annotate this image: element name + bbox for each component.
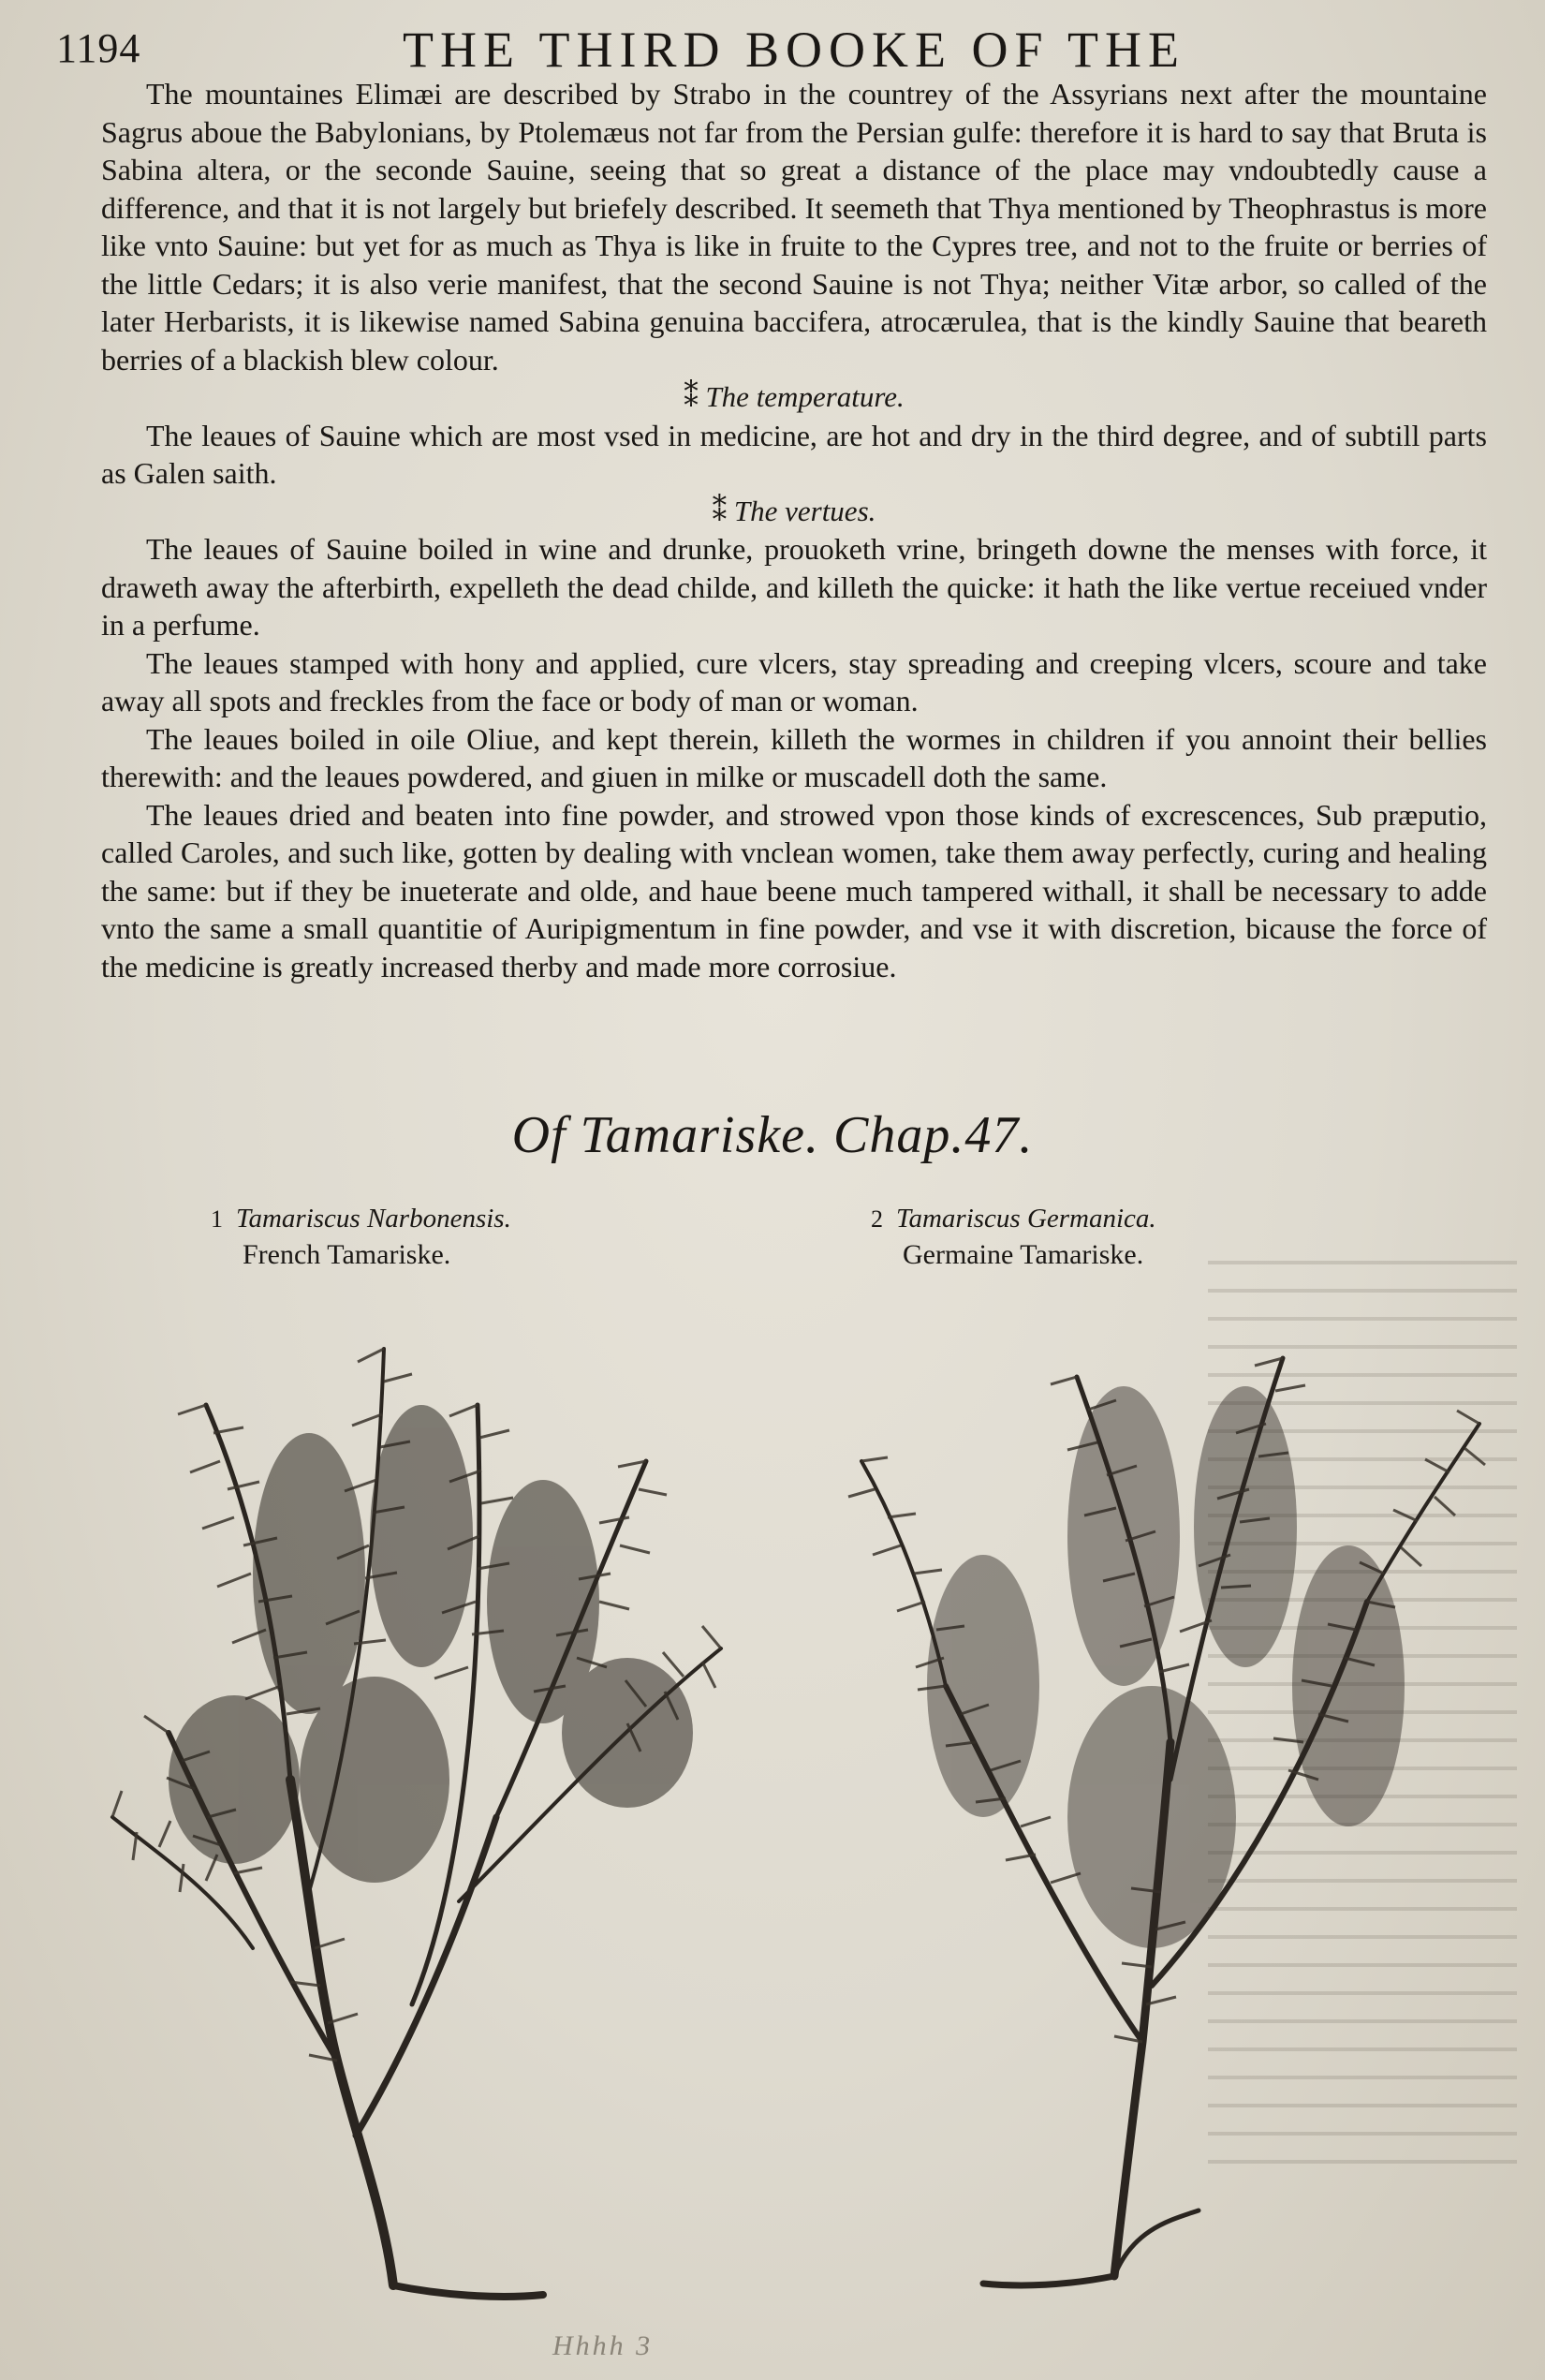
running-title: THE THIRD BOOKE OF THE bbox=[403, 22, 1185, 78]
vertue-paragraph: The leaues boiled in oile Oliue, and kept therein, killeth the wormes in children if you annoint their bellies therewith: and the leaues powdered, and giuen in milke or muscadell doth the same. bbox=[101, 721, 1487, 793]
folio-number: 1194 bbox=[56, 25, 141, 71]
temperature-heading: ⁑ The temperature. bbox=[684, 380, 905, 413]
vertue-paragraph: The leaues dried and beaten into fine powder, and strowed vpon those kinds of excrescences, Sub præputio, called Caroles, and such like, gotten by dealing with vnclean women, take them away perfectly, curing and healing the same: but if they be inueterate and olde, and haue beene much tampered withall, it shall be necessary to adde vnto the same a small quantitie of Auripigmentum in fine powder, and vse it with discretion, bicause the force of the medicine is greatly increased therby and made more corrosiue. bbox=[101, 797, 1487, 983]
signature-mark: Hhhh 3 bbox=[552, 2330, 654, 2361]
chapter-heading: Of Tamariske. Chap.47. bbox=[511, 1106, 1034, 1164]
page-header bbox=[56, 21, 1508, 77]
body-text bbox=[101, 75, 1487, 985]
germaine-tamariske-woodcut bbox=[843, 1293, 1498, 2304]
vertue-paragraph: The leaues stamped with hony and applied, cure vlcers, stay spreading and creeping vlcers, scoure and take away all spots and freckles from the face or body of man or woman. bbox=[101, 645, 1487, 717]
temperature-paragraph: The leaues of Sauine which are most vsed in medicine, are hot and dry in the third degree, and of subtill parts as Galen saith. bbox=[101, 418, 1487, 490]
french-tamariske-woodcut bbox=[103, 1293, 777, 2304]
asterisk-icon: ⁑ bbox=[712, 494, 734, 527]
vertue-paragraph: The leaues of Sauine boiled in wine and drunke, prouoketh vrine, bringeth downe the menses with force, it draweth away the afterbirth, expelleth the dead childe, and killeth the quicke: it hath the like vertue receiued vnder in a perfume. bbox=[101, 532, 1487, 642]
vertues-heading: ⁑ The vertues. bbox=[712, 494, 876, 527]
place-paragraph: The mountaines Elimæi are described by Strabo in the countrey of the Assyrians next after the mountaine Sagrus aboue the Babylonians, by Ptolemæus not far from the Persian gulfe: therefore it is hard to say that Bruta is Sabina altera, or the seconde Sauine, seeing that so great a distance of the place may vndoubtedly cause a difference, and that it is not largely but briefely described. It seemeth that Thya mentioned by Theophrastus is more like vnto Sauine: but yet for as much as Thya is like in fruite to the Cypres tree, and not to the fruite or berries of the little Cedars; it is also verie manifest, that the second Sauine is not Thya; neither Vitæ arbor, so called of the later Herbarists, it is likewise named Sabina genuina baccifera, atrocærulea, that is the kindly Sauine that beareth berries of a blackish blew colour. bbox=[101, 77, 1487, 377]
figure-caption-2: 2 Tamariscus Germanica. Germaine Tamariske. bbox=[871, 1204, 1156, 1270]
figure-caption-1: 1 Tamariscus Narbonensis. French Tamariske. bbox=[211, 1204, 511, 1270]
asterisk-icon: ⁑ bbox=[684, 380, 706, 413]
